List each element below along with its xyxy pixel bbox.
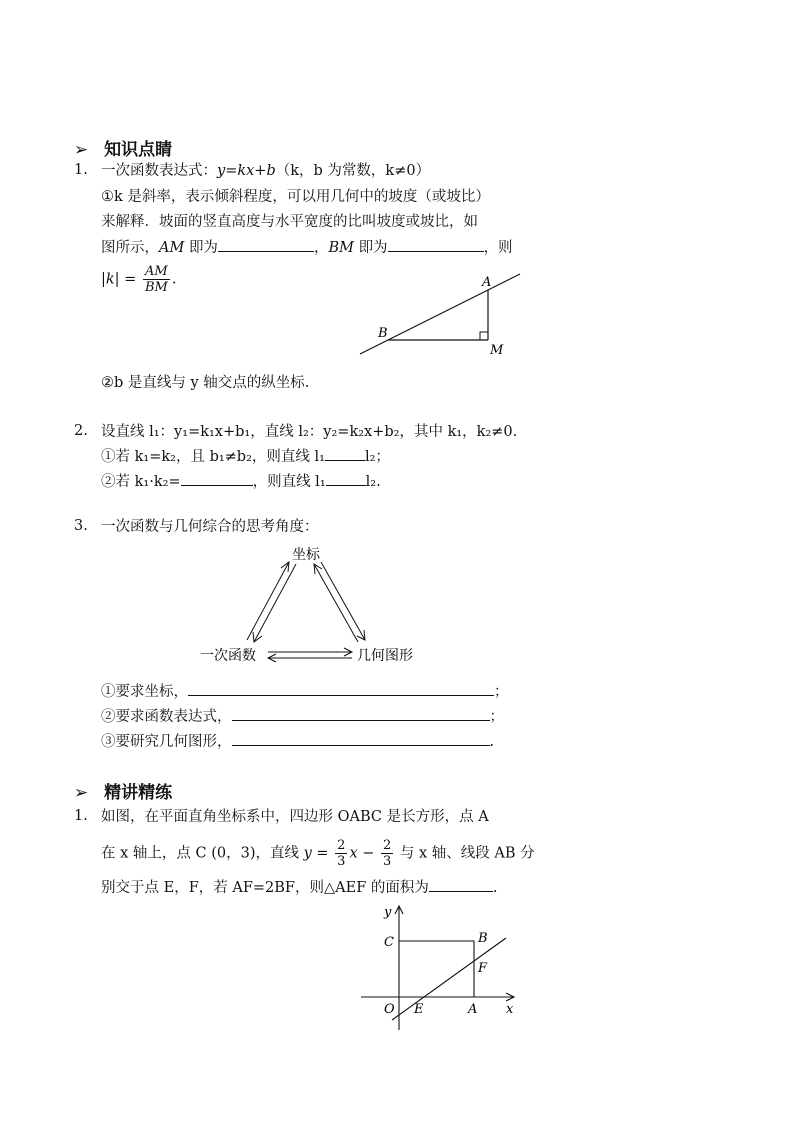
answer-blank[interactable]: [188, 681, 494, 696]
answer-blank[interactable]: [388, 237, 484, 252]
item2-line3: ②若 k₁·k₂= ，则直线 l₁ l₂.: [101, 471, 381, 492]
label-f: F: [478, 961, 488, 976]
ex1-line1: 如图，在平面直角坐标系中，四边形 OABC 是长方形，点 A: [101, 809, 489, 825]
slope-line: [360, 274, 520, 354]
question-coordinates: ①要求坐标， ；: [101, 681, 509, 702]
label-c: C: [384, 935, 394, 950]
answer-blank[interactable]: [181, 471, 253, 486]
label-y: y: [384, 905, 392, 920]
slope-figure: [350, 268, 530, 363]
section-title: 知识点睛: [104, 140, 173, 160]
right-angle-mark: [480, 332, 488, 340]
arrow-bullet-icon: ➢: [74, 783, 89, 803]
coordinate-figure: [356, 900, 526, 1035]
relationship-diagram: [195, 540, 435, 672]
label-b: B: [478, 931, 488, 946]
slope-formula: |k| = $\frac{AM}{BM}$ .: [101, 264, 177, 295]
left-arrow-down: [254, 564, 296, 642]
fraction-am-bm: $\frac{AM}{BM}$: [144, 264, 168, 295]
item-number: 3.: [74, 518, 88, 534]
node-geometry: 几何图形: [357, 648, 413, 664]
arrow-bullet-icon: ➢: [74, 140, 89, 160]
answer-blank[interactable]: [429, 877, 493, 892]
fraction-two-thirds: $\frac{2}{3}$: [382, 838, 392, 869]
node-linear-function: 一次函数: [200, 648, 256, 664]
left-arrow-up: [247, 562, 289, 640]
section-heading-knowledge: [74, 135, 172, 160]
label-x: x: [506, 1002, 514, 1017]
label-m: M: [490, 343, 504, 358]
answer-blank[interactable]: [218, 237, 314, 252]
label-b: B: [378, 326, 388, 341]
item1-para2: 来解释．坡面的竖直高度与水平宽度的比叫坡度或坡比，如: [101, 214, 478, 230]
label-a: A: [468, 1002, 478, 1017]
item2-line2: ①若 k₁=k₂，且 b₁≠b₂，则直线 l₁ l₂；: [101, 446, 390, 467]
answer-blank[interactable]: [232, 731, 490, 746]
ex1-line3: 别交于点 E，F，若 AF=2BF，则△AEF 的面积为 .: [101, 877, 497, 898]
item2-line1: 设直线 l₁：y₁=k₁x+b₁，直线 l₂：y₂=k₂x+b₂，其中 k₁，k₂≠0.: [101, 424, 518, 440]
question-geometry: ③要研究几何图形， .: [101, 731, 494, 752]
answer-blank[interactable]: [232, 706, 490, 721]
label-e: E: [414, 1002, 424, 1017]
item3-line1: 一次函数与几何综合的思考角度：: [101, 519, 319, 535]
item-number: 2.: [74, 423, 88, 439]
section-heading-practice: [74, 778, 172, 803]
item1-line1: 一次函数表达式：y=kx+b（k，b 为常数，k≠0）: [101, 163, 431, 179]
answer-blank[interactable]: [326, 471, 366, 486]
answer-blank[interactable]: [325, 446, 365, 461]
item-number: 1.: [74, 808, 88, 824]
arrowhead: [281, 562, 289, 572]
question-expression: ②要求函数表达式， ；: [101, 706, 504, 727]
fraction-two-thirds: $\frac{2}{3}$: [337, 838, 346, 869]
right-arrow-up: [314, 564, 358, 642]
item1-para-b: ②b 是直线与 y 轴交点的纵坐标.: [101, 375, 310, 391]
node-coordinates: 坐标: [292, 547, 320, 563]
right-arrow-down: [321, 562, 365, 640]
arrowhead: [253, 632, 262, 642]
item1-para1: ①k 是斜率，表示倾斜程度，可以用几何中的坡度（或坡比）: [101, 189, 490, 205]
item-number: 1.: [74, 162, 88, 178]
label-o: O: [384, 1002, 395, 1017]
ex1-line2: 在 x 轴上，点 C (0，3)，直线 y = $\frac{2}{3}$ x − $\frac{2}{3}$ 与 x 轴、线段 AB 分: [101, 838, 535, 869]
item1-para3: 图所示，AM 即为 ，BM 即为 ，则: [101, 237, 513, 258]
line-ef: [392, 938, 506, 1020]
label-a: A: [482, 275, 492, 290]
section-title: 精讲精练: [104, 783, 173, 803]
